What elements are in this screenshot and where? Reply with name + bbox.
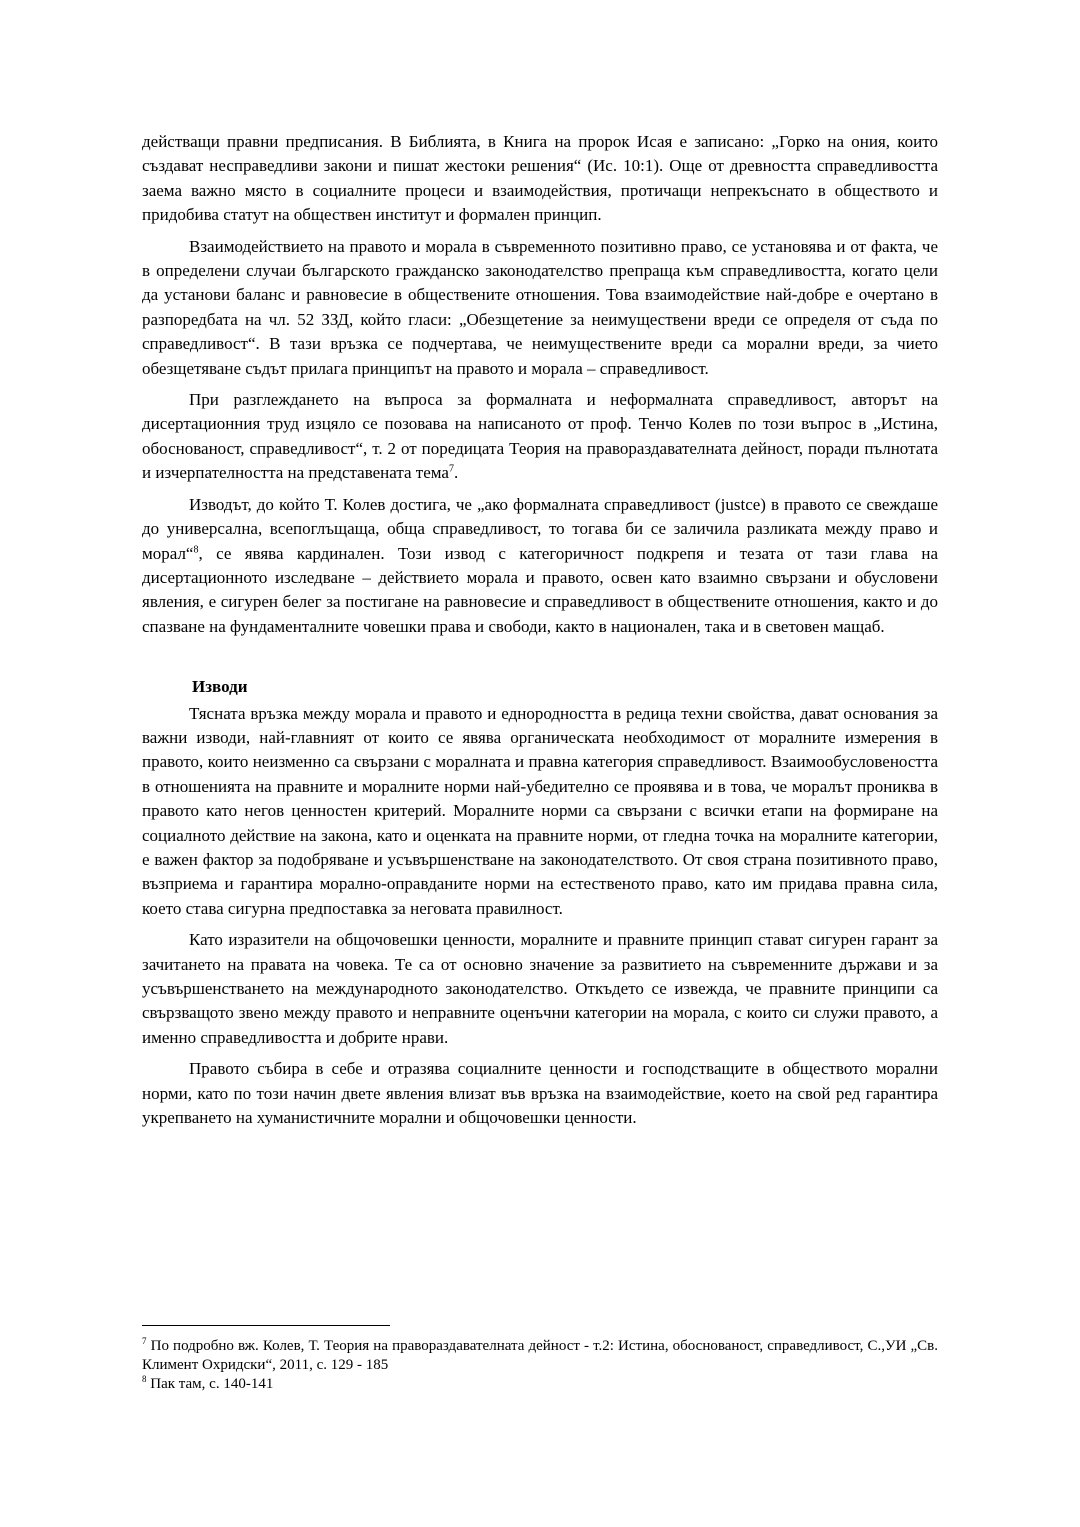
footnote-ref-8[interactable]: 8 xyxy=(193,543,199,555)
footnote-number: 7 xyxy=(142,1336,147,1346)
footnote-separator xyxy=(142,1325,390,1326)
footnote-8: $^8$ Пак там, с. 140-141 xyxy=(142,1374,274,1392)
body-text xyxy=(142,130,938,1137)
footnote-ref-7[interactable]: 7 xyxy=(448,463,454,475)
conclusion-paragraph-3: Правото събира в себе и отразява социалните ценности и господстващите в обществото морални норми, като по този начин двете явления влизат във връзка на взаимодействие, което на свой ред гарантира укрепването на хуманистичните морални и общочовешки ценности. xyxy=(142,1059,938,1128)
paragraph-1: действащи правни предписания. В Библията, в Книга на пророк Исая е записано: „Горко на ония, които създават несправедливи закони и пишат жестоки решения“ (Ис. 10:1). Още от древността справедливостта заема важно място в социалните процеси и взаимодействия, протичащи непрекъснато в обществото и придобива статут на обществен институт и формален принцип. xyxy=(142,132,938,225)
paragraph-3: При разглеждането на въпроса за формалната и неформалната справедливост, авторът на дисертационния труд изцяло се позовава на написаното от проф. Тенчо Колев по този въпрос в „Истина, обоснованост, справедливост“, т. 2 от поредицата Теория на правораздавателната дейност, поради пълнотата и изчерпателността на представената тема$^7$. xyxy=(142,390,938,483)
paragraph-4: Изводът, до който Т. Колев достига, че „ако формалната справедливост (justce) в правото се свеждаше до универсална, всепоглъщаща, обща справедливост, то тогава би се заличила разликата между право и морал“$^8$, се явява кардинален. Този извод с категоричност подкрепя и тезата от тази глава на дисертационното изследване – действието морала и правото, освен като взаимно свързани и обусловени явления, е сигурен белег за постигане на равновесие и справедливост в обществените отношения, както и до спазване на фундаменталните човешки права и свободи, както в национален, така и в световен мащаб. xyxy=(142,494,938,636)
paragraph-2: Взаимодействието на правото и морала в съвременното позитивно право, се установява и от факта, че в определени случаи българското гражданско законодателство препраща към справедливостта, когато цели да установи баланс и равновесие в обществените отношения. Това взаимодействие най-добре е очертано в разпоредбата на чл. 52 ЗЗД, който гласи: „Обезщетение за неимуществени вреди се определя от съда по справедливост“. В тази връзка се подчертава, че неимуществените вреди са морални вреди, за чието обезщетяване съдът прилага принципът на правото и морала – справедливост. xyxy=(142,236,938,378)
conclusion-paragraph-2: Като изразители на общочовешки ценности, моралните и правните принцип стават сигурен гарант за зачитането на правата на човека. Те са от основно значение за развитието на съвременните държави и за усъвършенстването на международното законодателство. Откъдето се извежда, че правните принципи са свързващото звено между правото и неправните оценъчни категории на морала, с които си служи правото, а именно справедливостта и добрите нрави. xyxy=(142,930,938,1047)
footnote-7: $^7$ По подробно вж. Колев, Т. Теория на правораздавателната дейност - т.2: Истина, обоснованост, справедливост, С.,УИ „Св. Климент Охридски“, 2011, с. 129 - 185 xyxy=(142,1336,939,1373)
footnote-number: 8 xyxy=(142,1374,147,1384)
conclusion-paragraph-1: Тясната връзка между морала и правото и еднородността в редица техни свойства, дават основания за важни изводи, най-главният от които се явява органическата необходимост от моралните измерения в правото, които неизменно са свързани с моралната и правна категория справедливост. Взаимообусловеността в отношенията на правните и моралните норми най-убедително се проявява и в това, че моралът прониква в правото като негов ценностен критерий. Моралните норми са свързани с всички етапи на формиране на социалното действие на закона, като и оценката на правните норми, от гледна точка на моралните категории, е важен фактор за подобряване и усъвършенстване на законодателството. От своя страна позитивното право, възприема и гарантира морално-оправданите норми на естественото право, като им придава правна сила, което става сигурна предпоставка за неговата правилност. xyxy=(142,703,938,918)
section-heading: Изводи xyxy=(192,677,248,697)
footnotes xyxy=(142,1337,938,1394)
